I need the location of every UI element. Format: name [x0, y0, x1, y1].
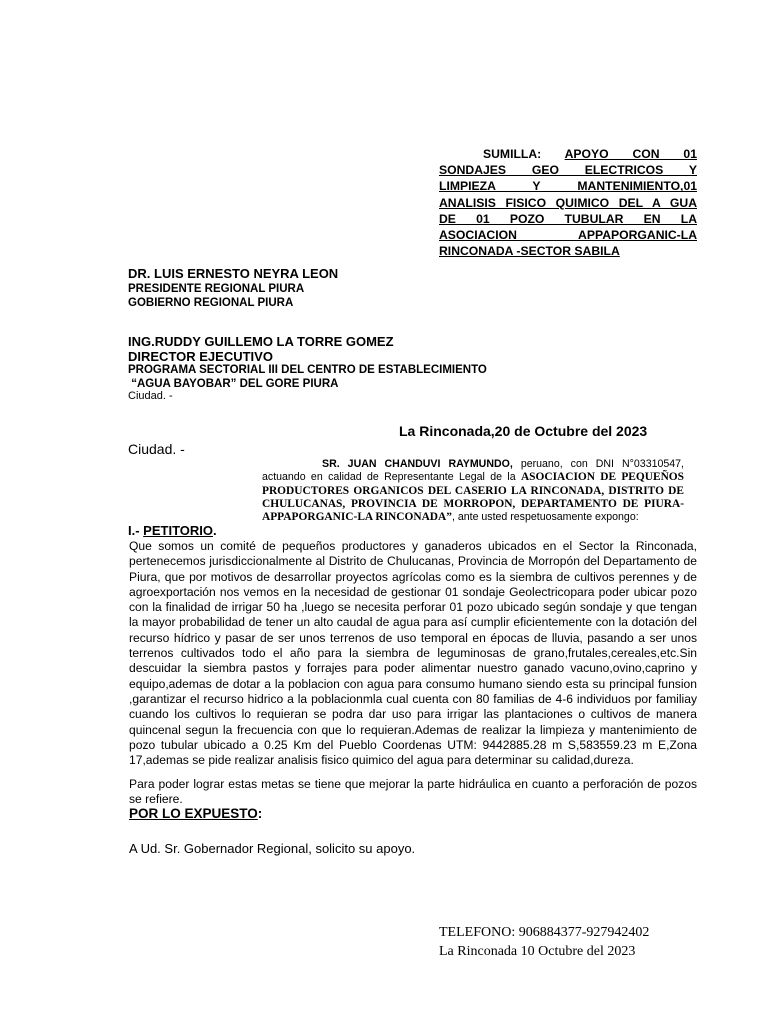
sumilla-line — [439, 146, 697, 162]
recipient2-title: DIRECTOR EJECUTIVO — [128, 349, 273, 364]
closing-line: A Ud. Sr. Gobernador Regional, solicito su apoyo. — [129, 841, 416, 856]
sumilla-line — [439, 211, 697, 227]
sumilla-block — [439, 146, 697, 259]
sumilla-line-text: APOYO CON 01 — [564, 147, 697, 161]
sumilla-label: SUMILLA: — [483, 147, 542, 161]
sumilla-line — [439, 195, 697, 211]
telefono-line: TELEFONO: 906884377-927942402 — [439, 925, 650, 940]
intro-text-2: , ante usted respetuosamente expongo: — [451, 511, 639, 524]
expuesto-suffix: : — [257, 806, 263, 821]
city-line: Ciudad. - — [128, 441, 185, 457]
petitorio-body-2: Para poder lograr estas metas se tiene que mejorar la parte hidráulica en cuanto a perforación de pozos se refiere. — [129, 777, 697, 807]
sumilla-line — [439, 227, 697, 243]
recipient1-name: DR. LUIS ERNESTO NEYRA LEON — [128, 266, 339, 281]
sumilla-line — [439, 178, 697, 194]
sumilla-line-text: ANALISIS FISICO QUIMICO DEL A GUA — [439, 195, 697, 210]
petitorio-prefix: I.- — [128, 523, 144, 538]
petitorio-suffix: . — [213, 523, 217, 538]
association-name: ASOCIACION DE PEQUEÑOS PRODUCTORES ORGANICOS DEL CASERIO LA RINCONADA, DISTRITO DE CHULUCANAS, PROVINCIA DE MORROPON, DEPARTAMENTO DE PIURA-APPAPORGANIC-LA RINCONADA” — [262, 471, 684, 524]
intro-paragraph — [262, 458, 684, 524]
recipient2-program2: “AGUA BAYOBAR” DEL GORE PIURA — [128, 378, 339, 390]
sumilla-line-text: SONDAJES GEO ELECTRICOS Y — [439, 163, 697, 178]
petitorio-body: Que somos un comité de pequeños productores y ganaderos ubicados en el Sector la Rinconada, pertenecemos jurisdiccionalmente al Distrito de Chulucanas, Provincia de Morropón del Departamento de Piura, que por motivos de desarrollar proyectos agrícolas como es la siembra de cultivos perennes y de agroexportación nos vemos en la necesidad de gestionar 01 sondaje Geolectricopara poder ubicar pozo con la finalidad de irrigar 50 ha ,luego se necesita perforar 01 pozo ubicado según sondaje y que tengan la mayor probabilidad de tener un alto caudal de agua para así cumplir eficientemente con la dotación del recurso hídrico y pasar de ser unos terrenos de uso temporal en épocas de lluvia, pasando a ser unos terrenos cultivados todo el año para la siembra de leguminosas de grano,frutales,cereales,etc.Sin descuidar la siembra pastos y forrajes para poder alimentar nuestro ganado vacuno,ovino,caprino y equipo,ademas de dotar a la poblacion con agua para consumo humano siendo esta su principal funsion ,garantizar el recurso hidrico a la poblacionmla cual cuenta con 80 familias de 4-6 individuos por familiay cuando los cultivos lo requieran se podra dar uso para irrigar las plantaciones o cultivos de manera quincenal segun la frecuencia con que lo requieran.Ademas de realizar la limpieza y mantenimiento de pozo tubular ubicado a 0.25 Km del Pueblo Coordenas UTM: 9442885.28 m S,583559.23 m E,Zona 17,ademas se pide realizar analisis fisico quimico del agua para determinar su calidad,dureza. — [129, 539, 697, 768]
recipient1-details — [128, 282, 304, 310]
sumilla-line — [439, 162, 697, 178]
expuesto-heading — [129, 806, 262, 821]
sumilla-line-text: LIMPIEZA Y MANTENIMIENTO,01 — [439, 179, 697, 194]
intro-text-1: peruano, con DNI N°03310547, actuando en calidad de Representante Legal de la — [262, 458, 684, 484]
recipient2-program-block — [128, 363, 487, 391]
recipient2-header — [128, 334, 394, 364]
sender-name: SR. JUAN CHANDUVI RAYMUNDO, — [322, 458, 513, 470]
recipient2-city: Ciudad. - — [128, 390, 173, 402]
recipient2-name: ING.RUDDY GUILLEMO LA TORRE GOMEZ — [128, 334, 394, 349]
recipient1-title: PRESIDENTE REGIONAL PIURA — [128, 283, 305, 295]
letter-date: La Rinconada,20 de Octubre del 2023 — [399, 423, 648, 439]
sumilla-line-text: ASOCIACION APPAPORGANIC-LA — [439, 228, 697, 243]
petitorio-heading — [128, 523, 217, 538]
expuesto-title: POR LO EXPUESTO — [129, 806, 258, 821]
recipient2-program: PROGRAMA SECTORIAL III DEL CENTRO DE ESTABLECIMIENTO — [128, 364, 487, 376]
footer-date: La Rinconada 10 Octubre del 2023 — [439, 944, 636, 959]
sumilla-last-line: RINCONADA -SECTOR SABILA — [439, 244, 620, 259]
sumilla-line-text: DE 01 POZO TUBULAR EN LA — [439, 211, 697, 226]
petitorio-title: PETITORIO — [143, 523, 213, 538]
recipient1-org: GOBIERNO REGIONAL PIURA — [128, 297, 294, 309]
